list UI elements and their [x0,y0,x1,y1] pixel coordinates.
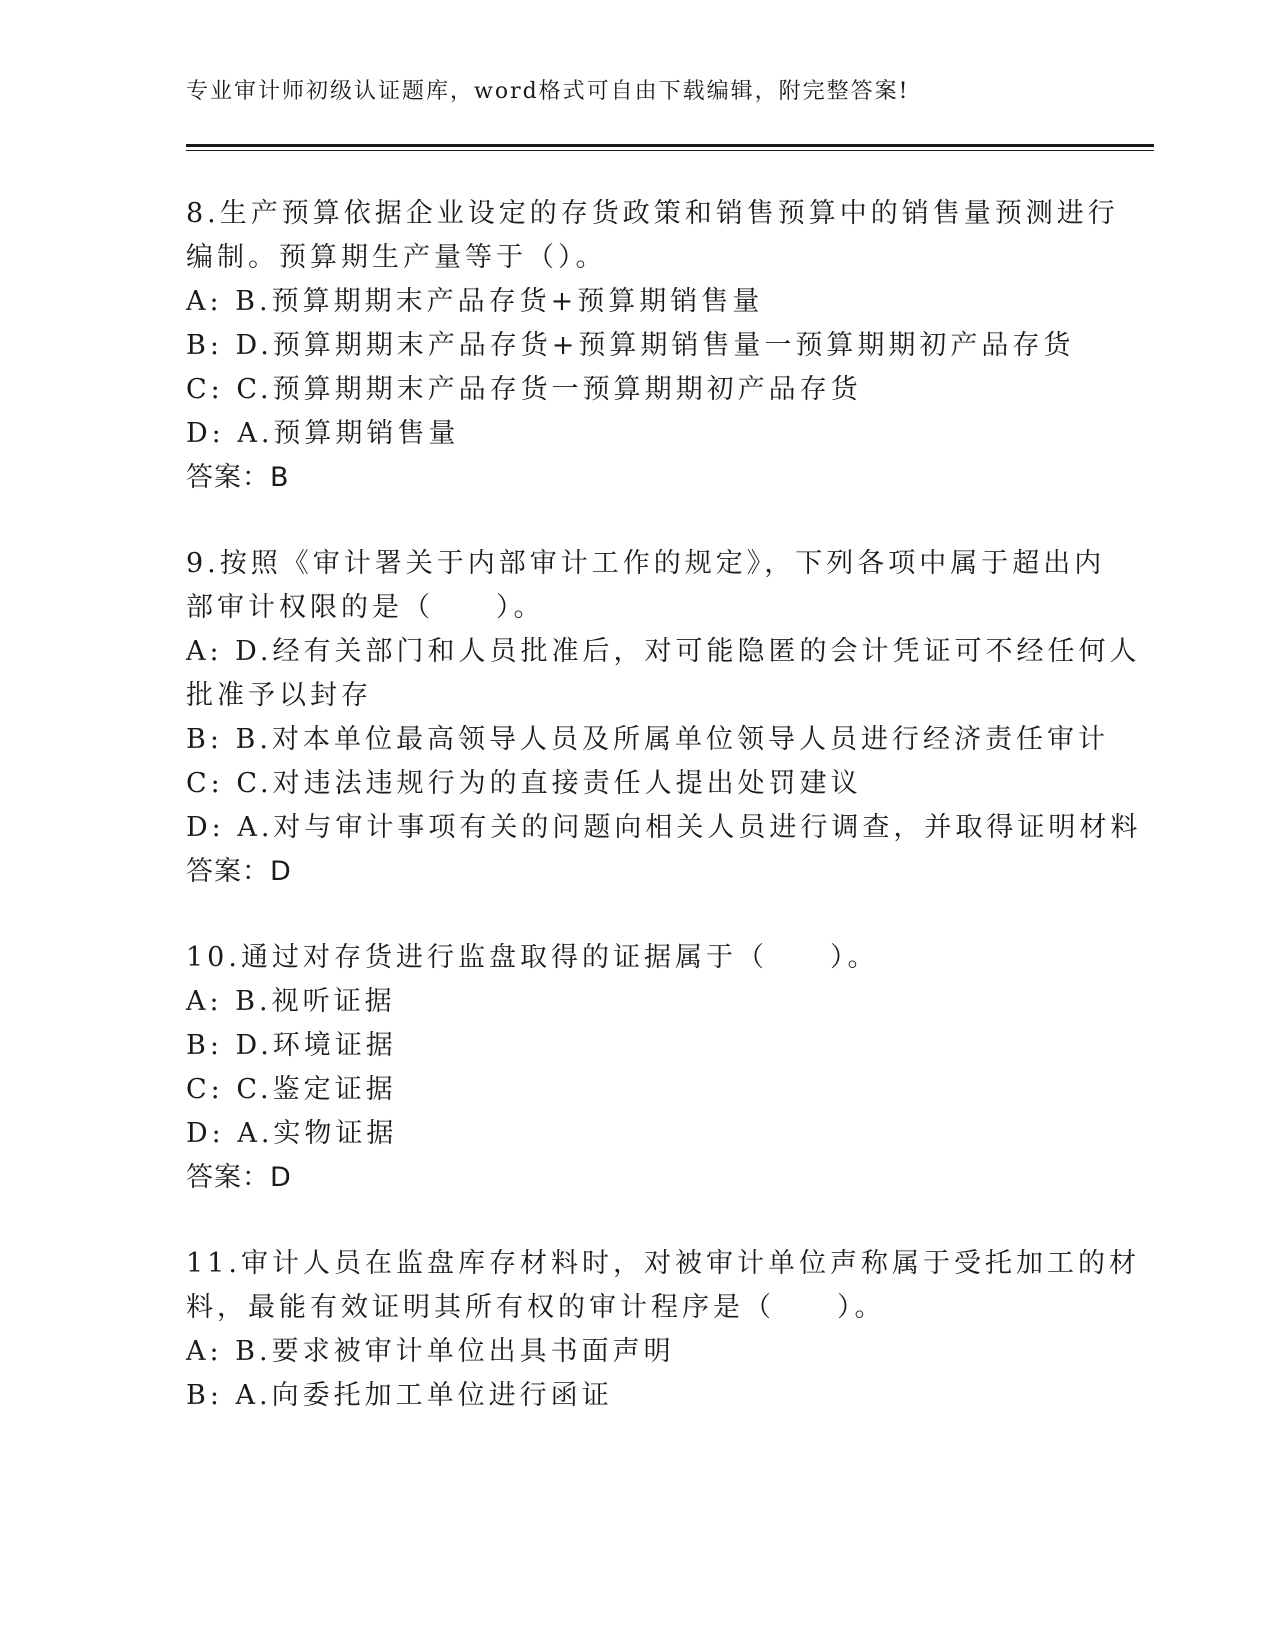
question-10-answer: 答案：D [186,1162,292,1193]
question-11-stem-line-1: 11.审计人员在监盘库存材料时，对被审计单位声称属于受托加工的材 [186,1248,1140,1279]
header-rule-thick [186,144,1154,147]
question-11-option-b: B: A.向委托加工单位进行函证 [186,1380,613,1411]
question-8-option-b: B: D.预算期期末产品存货+预算期销售量一预算期期初产品存货 [186,330,1075,361]
question-9-option-d: D: A.对与审计事项有关的问题向相关人员进行调查，并取得证明材料 [186,812,1142,843]
question-9-option-a-continued: 批准予以封存 [186,680,372,711]
question-8-answer: 答案：B [186,462,290,493]
question-11-option-a: A: B.要求被审计单位出具书面声明 [186,1336,675,1367]
question-8-option-a: A: B.预算期期末产品存货+预算期销售量 [186,286,764,317]
question-9-answer: 答案：D [186,856,292,887]
question-8-stem-line-1: 8.生产预算依据企业设定的存货政策和销售预算中的销售量预测进行 [186,198,1119,229]
question-10-stem-line-1: 10.通过对存货进行监盘取得的证据属于（ ）。 [186,942,879,973]
question-9-stem-line-2: 部审计权限的是（ ）。 [186,592,545,623]
question-11-stem-line-2: 料，最能有效证明其所有权的审计程序是（ ）。 [186,1292,886,1323]
question-10-option-d: D: A.实物证据 [186,1118,398,1149]
question-10-option-a: A: B.视听证据 [186,986,396,1017]
page-header: 专业审计师初级认证题库，word格式可自由下载编辑，附完整答案! [186,79,910,104]
question-9-option-a: A: D.经有关部门和人员批准后，对可能隐匿的会计凭证可不经任何人 [186,636,1141,667]
header-rule-thin [186,150,1154,151]
question-9-option-c: C: C.对违法违规行为的直接责任人提出处罚建议 [186,768,862,799]
question-8-option-d: D: A.预算期销售量 [186,418,460,449]
question-8-stem-line-2: 编制。预算期生产量等于（）。 [186,242,607,273]
question-8-option-c: C: C.预算期期末产品存货一预算期期初产品存货 [186,374,862,405]
question-9-option-b: B: B.对本单位最高领导人员及所属单位领导人员进行经济责任审计 [186,724,1109,755]
question-9-stem-line-1: 9.按照《审计署关于内部审计工作的规定》，下列各项中属于超出内 [186,548,1106,579]
question-10-option-b: B: D.环境证据 [186,1030,397,1061]
question-10-option-c: C: C.鉴定证据 [186,1074,397,1105]
